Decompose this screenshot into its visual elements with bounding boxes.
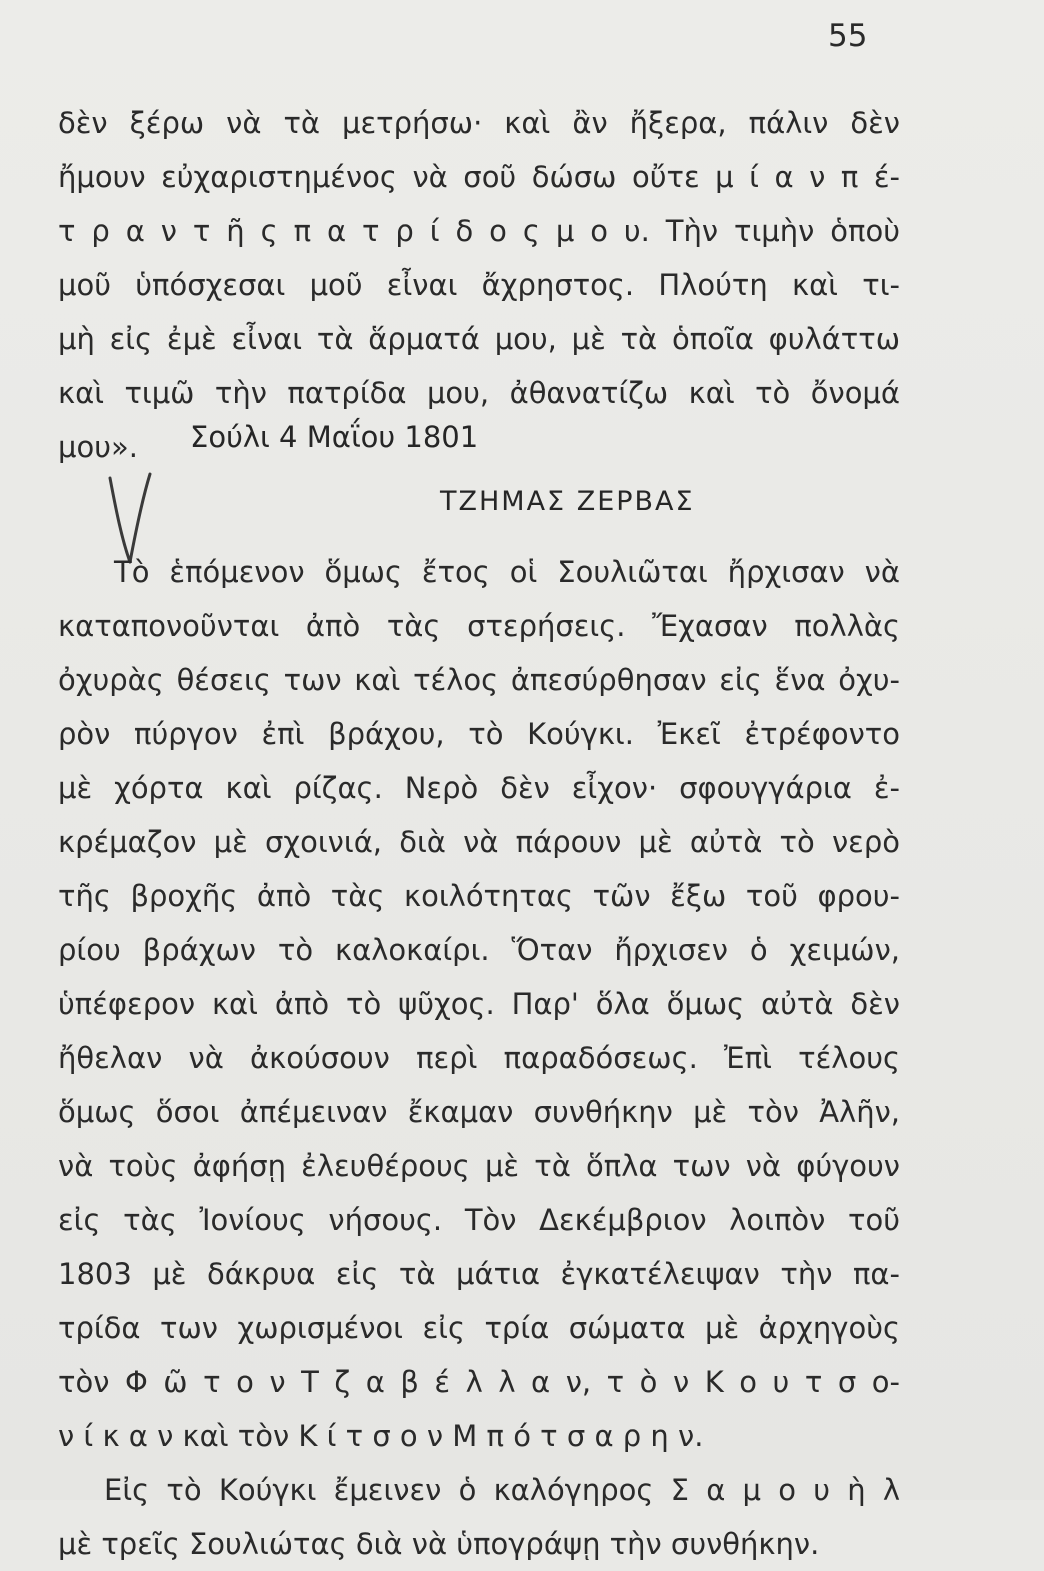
main-paragraph xyxy=(58,545,900,1571)
text-line: μὴ εἰς ἐμὲ εἶναι τὰ ἅρματά μου, μὲ τὰ ὁποῖα φυλάττω xyxy=(58,322,900,356)
letter-closing-paragraph xyxy=(58,96,900,474)
text-line: ρίου βράχων τὸ καλοκαίρι. Ὅταν ἤρχισεν ὁ χειμών, xyxy=(58,933,900,967)
text-line: μοῦ ὑπόσχεσαι μοῦ εἶναι ἄχρηστος. Πλούτη καὶ τι- xyxy=(58,268,900,302)
text-line: νὰ τοὺς ἀφήσῃ ἐλευθέρους μὲ τὰ ὅπλα των νὰ φύγουν xyxy=(58,1149,900,1183)
letter-signature-date: Σούλι 4 Μαΐου 1801 xyxy=(190,420,479,454)
text-line: ὀχυρὰς θέσεις των καὶ τέλος ἀπεσύρθησαν εἰς ἕνα ὀχυ- xyxy=(58,663,900,697)
text-line: ἤμουν εὐχαριστημένος νὰ σοῦ δώσω οὔτε μ ί α ν π έ- xyxy=(58,160,900,194)
text-line: μὲ χόρτα καὶ ρίζας. Νερὸ δὲν εἶχον· σφουγγάρια ἐ- xyxy=(58,771,900,805)
text-line: ἤθελαν νὰ ἀκούσουν περὶ παραδόσεως. Ἐπὶ τέλους xyxy=(58,1041,900,1075)
text-line: εἰς τὰς Ἰονίους νήσους. Τὸν Δεκέμβριον λοιπὸν τοῦ xyxy=(58,1203,900,1237)
text-line: τῆς βροχῆς ἀπὸ τὰς κοιλότητας τῶν ἔξω τοῦ φρου- xyxy=(58,879,900,913)
text-line: τ ρ α ν τ ῆ ς π α τ ρ ί δ ο ς μ ο υ. Τὴν τιμὴν ὁποὺ xyxy=(58,214,900,248)
page-number: 55 xyxy=(828,18,868,54)
text-line: Τὸ ἑπόμενον ὅμως ἔτος οἱ Σουλιῶται ἤρχισαν νὰ xyxy=(114,555,900,589)
text-line: καταπονοῦνται ἀπὸ τὰς στερήσεις. Ἔχασαν πολλὰς xyxy=(58,609,900,643)
text-line: δὲν ξέρω νὰ τὰ μετρήσω· καὶ ἂν ἤξερα, πάλιν δὲν xyxy=(58,106,900,140)
text-line: ὑπέφερον καὶ ἀπὸ τὸ ψῦχος. Παρ' ὅλα ὅμως αὐτὰ δὲν xyxy=(58,987,900,1021)
text-line: μου». xyxy=(58,430,138,464)
text-line: ρὸν πύργον ἐπὶ βράχου, τὸ Κούγκι. Ἐκεῖ ἐτρέφοντο xyxy=(58,717,900,751)
text-line: ὅμως ὅσοι ἀπέμειναν ἔκαμαν συνθήκην μὲ τὸν Ἀλῆν, xyxy=(58,1095,900,1129)
text-line: μὲ τρεῖς Σουλιώτας διὰ νὰ ὑπογράψῃ τὴν συνθήκην. xyxy=(58,1527,820,1561)
text-line: κρέμαζον μὲ σχοινιά, διὰ νὰ πάρουν μὲ αὐτὰ τὸ νερὸ xyxy=(58,825,900,859)
text-line: Εἰς τὸ Κούγκι ἔμεινεν ὁ καλόγηρος Σ α μ ο υ ὴ λ xyxy=(104,1473,900,1507)
section-heading: ΤΖΗΜΑΣ ΖΕΡΒΑΣ xyxy=(440,486,695,517)
text-line: ν ί κ α ν καὶ τὸν Κ ί τ σ ο ν Μ π ό τ σ α ρ η ν. xyxy=(58,1419,704,1453)
text-line: τρίδα των χωρισμένοι εἰς τρία σώματα μὲ ἀρχηγοὺς xyxy=(58,1311,900,1345)
text-line: καὶ τιμῶ τὴν πατρίδα μου, ἀθανατίζω καὶ τὸ ὄνομά xyxy=(58,376,900,410)
text-line: τὸν Φ ῶ τ ο ν Τ ζ α β έ λ λ α ν, τ ὸ ν Κ ο υ τ σ ο- xyxy=(58,1365,900,1399)
text-line: 1803 μὲ δάκρυα εἰς τὰ μάτια ἐγκατέλειψαν τὴν πα- xyxy=(58,1257,900,1291)
